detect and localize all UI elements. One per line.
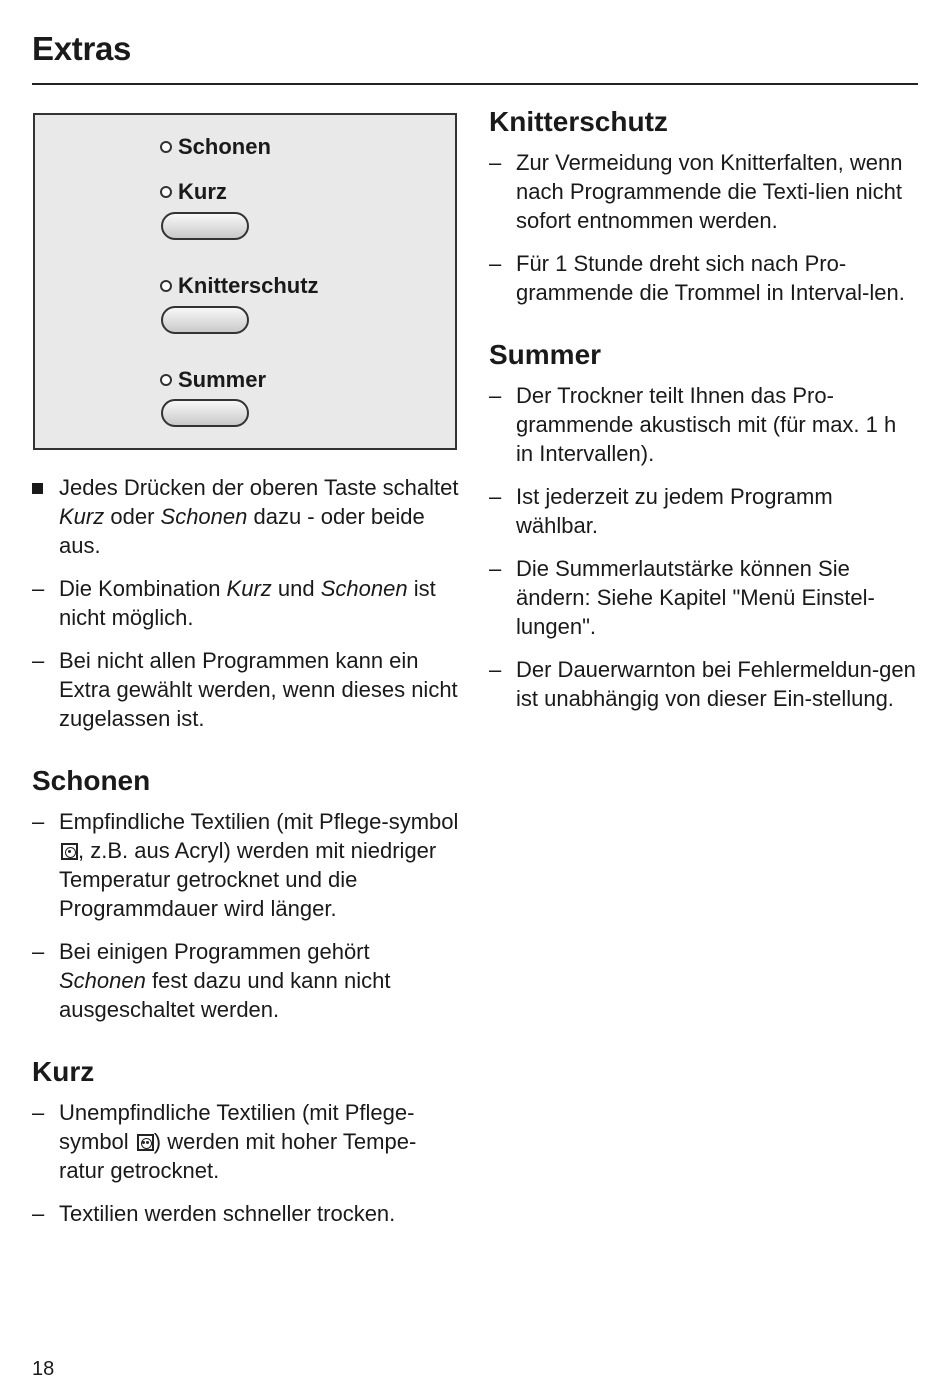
text: Der Trockner teilt Ihnen das Pro-grammende akustisch mit (für max. 1 h in Intervallen). <box>516 383 897 466</box>
text: Empfindliche Textilien (mit Pflege-symbol <box>59 809 459 834</box>
option-schonen <box>160 134 271 160</box>
bullet-square-icon <box>32 483 43 494</box>
dash-marker: – <box>32 809 45 834</box>
text: dazu - oder beide aus. <box>59 504 425 558</box>
dash-marker: – <box>489 150 502 175</box>
knitterschutz-button <box>161 306 249 334</box>
indicator-light-icon <box>160 186 172 198</box>
list-item <box>489 482 917 540</box>
list-item <box>32 574 460 632</box>
text: fest dazu und kann nicht ausgeschaltet werden. <box>59 968 391 1022</box>
page-title: Extras <box>32 30 132 67</box>
dash-marker: – <box>489 251 502 276</box>
list-item <box>489 554 917 641</box>
list-item <box>489 249 917 307</box>
summer-button <box>161 399 249 427</box>
dash-marker: – <box>489 383 502 408</box>
text: Bei einigen Programmen gehört <box>59 939 370 964</box>
text: Die Kombination <box>59 576 227 601</box>
page-number: 18 <box>32 1358 55 1380</box>
option-summer <box>160 367 266 393</box>
section-heading-knitterschutz: Knitterschutz <box>489 106 668 137</box>
dash-marker: – <box>489 556 502 581</box>
text: Die Summerlautstärke können Sie ändern: Siehe Kapitel "Menü Einstel-lungen". <box>516 556 875 639</box>
list-item <box>489 655 917 713</box>
list-item <box>32 937 460 1024</box>
indicator-light-icon <box>160 141 172 153</box>
section-heading-summer: Summer <box>489 339 602 370</box>
care-one-dot-icon <box>61 843 78 860</box>
text: , z.B. aus Acryl) werden mit niedriger Temperatur getrocknet und die Programmdauer wird länger. <box>59 838 437 921</box>
section-heading-kurz: Kurz <box>32 1056 95 1087</box>
text: und <box>271 576 321 601</box>
dash-marker: – <box>32 1201 45 1226</box>
option-label: Summer <box>178 367 267 392</box>
list-item <box>32 1098 460 1185</box>
text: Schonen <box>160 504 248 529</box>
text: Bei nicht allen Programmen kann ein Extra gewählt werden, wenn dieses nicht zugelassen ist. <box>59 648 458 731</box>
list-item <box>32 473 460 560</box>
list-item <box>32 1199 460 1228</box>
text: ist nicht möglich. <box>59 576 436 630</box>
text: Schonen <box>59 968 146 993</box>
kurz-schonen-button <box>161 212 249 240</box>
text: Schonen <box>320 576 408 601</box>
option-knitterschutz <box>160 273 319 299</box>
title-rule <box>32 83 918 85</box>
text: Unempfindliche Textilien (mit Pflege-symbol <box>59 1100 415 1154</box>
option-kurz <box>160 179 227 205</box>
text: ) werden mit hoher Tempe-ratur getrocknet. <box>59 1129 417 1183</box>
option-label: Schonen <box>178 134 271 159</box>
list-item <box>32 646 460 733</box>
control-panel-illustration <box>33 113 457 450</box>
list-item <box>489 381 917 468</box>
indicator-light-icon <box>160 374 172 386</box>
text: Ist jederzeit zu jedem Programm wählbar. <box>516 484 833 538</box>
text: Kurz <box>226 576 272 601</box>
text: Jedes Drücken der oberen Taste schaltet <box>59 475 459 500</box>
text: Textilien werden schneller trocken. <box>59 1201 396 1226</box>
text: Zur Vermeidung von Knitterfalten, wenn nach Programmende die Texti-lien nicht sofort entnommen werden. <box>516 150 903 233</box>
indicator-light-icon <box>160 280 172 292</box>
dash-marker: – <box>32 648 45 673</box>
dash-marker: – <box>32 939 45 964</box>
section-heading-schonen: Schonen <box>32 765 151 796</box>
dash-marker: – <box>32 576 45 601</box>
dash-marker: – <box>489 657 502 682</box>
text: oder <box>104 504 161 529</box>
text: Der Dauerwarnton bei Fehlermeldun-gen ist unabhängig von dieser Ein-stellung. <box>516 657 916 711</box>
list-item <box>489 148 917 235</box>
list-item <box>32 807 460 923</box>
option-label: Kurz <box>178 179 227 204</box>
care-two-dots-icon <box>137 1134 154 1151</box>
text: Kurz <box>59 504 105 529</box>
dash-marker: – <box>32 1100 45 1125</box>
dash-marker: – <box>489 484 502 509</box>
option-label: Knitterschutz <box>178 273 319 298</box>
text: Für 1 Stunde dreht sich nach Pro-grammende die Trommel in Interval-len. <box>516 251 905 305</box>
right-column <box>489 104 917 727</box>
left-column <box>32 473 460 1242</box>
